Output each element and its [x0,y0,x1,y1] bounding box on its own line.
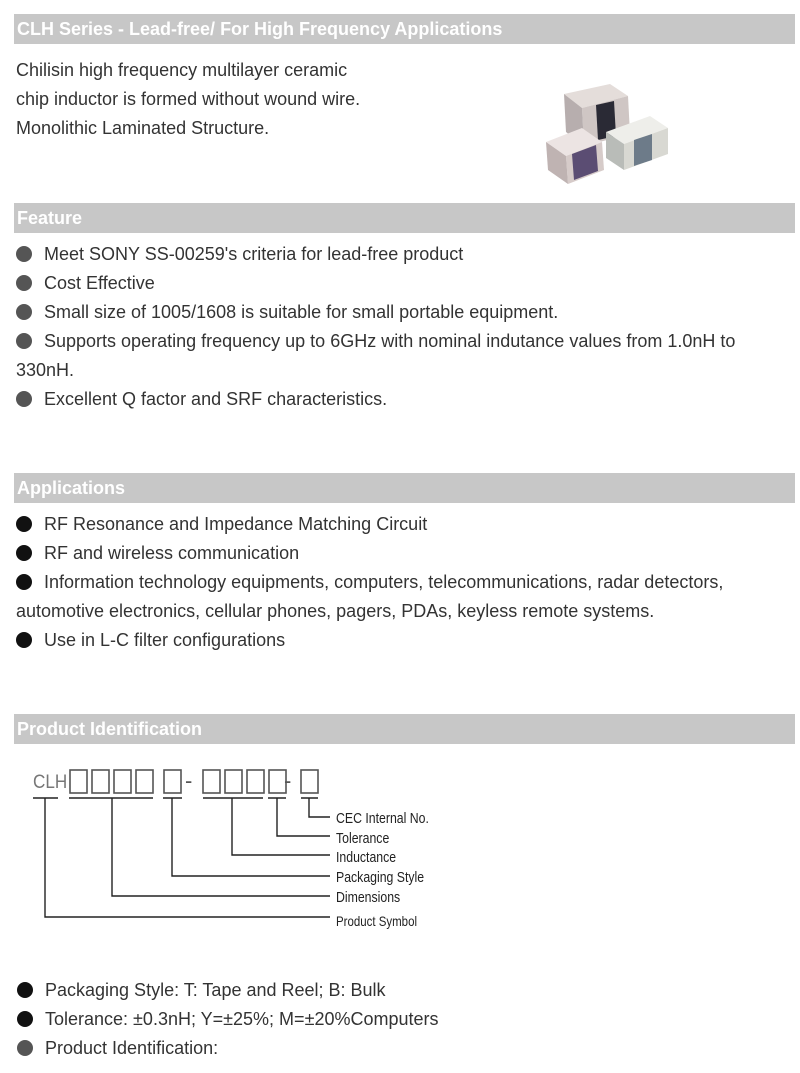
note-item [17,1009,439,1030]
note-item-text: Product Identification: [45,1038,219,1058]
code-box [136,770,153,793]
prefix-code: CLH [33,771,68,793]
feature-item [16,302,558,323]
note-item-text: Tolerance: ±0.3nH; Y=±25%; M=±20%Computers [45,1009,439,1029]
code-box [70,770,87,793]
feature-heading-bar [14,203,795,233]
application-item-continuation: automotive electronics, cellular phones, pagers, PDAs, keyless remote systems. [16,601,655,621]
applications-heading: Applications [17,478,126,498]
feature-heading: Feature [17,208,83,228]
bullet-icon [16,545,32,561]
application-item [16,572,723,593]
bullet-icon [16,632,32,648]
application-item [16,514,427,535]
note-item-text: Packaging Style: T: Tape and Reel; B: Bulk [45,980,386,1000]
label-inductance: Inductance [336,848,397,866]
application-item-text: Information technology equipments, computers, telecommunications, radar detectors, [44,572,724,592]
code-box [92,770,109,793]
dash: - [185,768,193,793]
feature-item-text: Small size of 1005/1608 is suitable for small portable equipment. [44,302,559,322]
bullet-icon [16,304,32,320]
feature-item-text: Supports operating frequency up to 6GHz with nominal indutance values from 1.0nH to [44,331,736,351]
label-dimensions: Dimensions [336,888,401,906]
bullet-icon [17,1040,33,1056]
feature-item [16,331,735,352]
feature-item [16,244,463,265]
intro-line-3: Monolithic Laminated Structure. [16,118,270,138]
feature-item-continuation: 330nH. [16,360,75,380]
bullet-icon [16,333,32,349]
bullet-icon [16,275,32,291]
bullet-icon [16,391,32,407]
bullet-icon [16,246,32,262]
note-item [17,1038,218,1059]
code-boxes [70,770,318,793]
code-box [203,770,220,793]
series-title-bar [14,14,795,44]
feature-item-text: Meet SONY SS-00259's criteria for lead-free product [44,244,464,264]
application-item-text: RF Resonance and Impedance Matching Circuit [44,514,428,534]
code-box [247,770,264,793]
note-item [17,980,386,1001]
dash: - [284,768,292,793]
chip-inductor-image [540,76,680,188]
leader-lines [45,798,330,917]
series-title: CLH Series - Lead-free/ For High Frequency Applications [17,19,503,39]
feature-item [16,389,387,410]
feature-item [16,273,155,294]
applications-heading-bar [14,473,795,503]
bullet-icon [17,982,33,998]
intro-line-2: chip inductor is formed without wound wire. [16,89,361,109]
code-box [114,770,131,793]
intro-line-1: Chilisin high frequency multilayer ceramic [16,60,348,80]
application-item-text: Use in L-C filter configurations [44,630,286,650]
label-tolerance: Tolerance [336,829,390,847]
code-box [164,770,181,793]
code-box [225,770,242,793]
code-box [301,770,318,793]
product-identification-diagram [0,750,800,940]
feature-item-text: Excellent Q factor and SRF characteristics. [44,389,388,409]
application-item-text: RF and wireless communication [44,543,300,563]
label-packaging-style: Packaging Style [336,868,425,886]
bullet-icon [17,1011,33,1027]
label-product-symbol: Product Symbol [336,912,417,930]
feature-item-text: Cost Effective [44,273,155,293]
bullet-icon [16,574,32,590]
identification-heading-bar [14,714,795,744]
code-labels [336,810,429,929]
application-item [16,543,299,564]
bullet-icon [16,516,32,532]
identification-heading: Product Identification [17,719,203,739]
application-item [16,630,285,651]
label-cec-internal-no: CEC Internal No. [336,809,429,827]
